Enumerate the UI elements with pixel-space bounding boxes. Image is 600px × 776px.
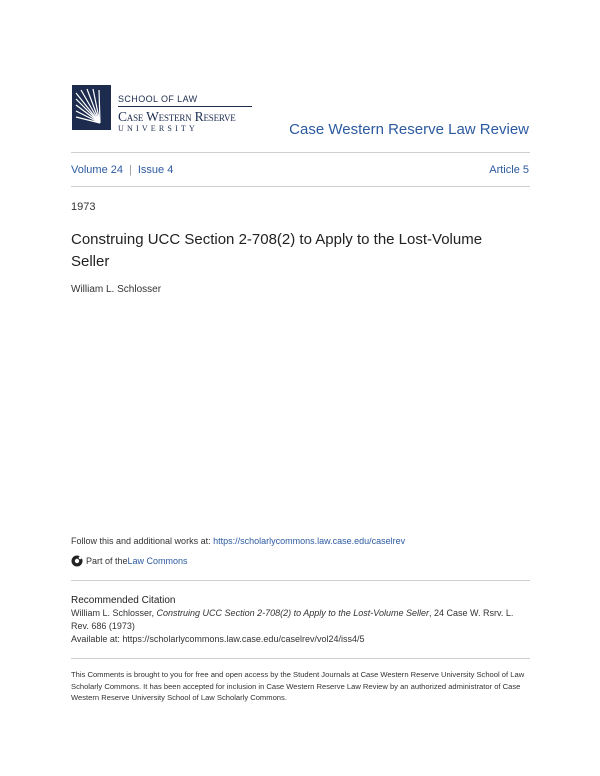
citation-heading: Recommended Citation: [71, 595, 176, 606]
part-of-line: [71, 555, 188, 567]
article-link[interactable]: Article 5: [489, 164, 529, 176]
breadcrumb-separator: |: [128, 164, 132, 176]
logo-divider: [118, 106, 252, 107]
logo-school-line: SCHOOL OF LAW: [118, 94, 198, 104]
logo-emblem: [72, 85, 111, 130]
logo-name-line: Case Western Reserve: [118, 109, 236, 124]
logo-university-line: UNIVERSITY: [118, 124, 198, 133]
law-commons-link[interactable]: Law Commons: [127, 556, 188, 566]
citation-title: Construing UCC Section 2-708(2) to Apply to the Lost-Volume Seller: [156, 608, 429, 618]
follow-line: [71, 536, 405, 546]
follow-url-link[interactable]: https://scholarlycommons.law.case.edu/caselrev: [213, 536, 406, 546]
volume-link[interactable]: Volume 24: [71, 164, 123, 176]
issue-link[interactable]: Issue 4: [137, 164, 174, 176]
citation-author: William L. Schlosser,: [71, 608, 157, 618]
citation-suffix: , 24 Case W. Rsrv. L. Rev. 686 (1973): [71, 608, 514, 631]
citation-available-prefix: Available at:: [71, 634, 123, 644]
network-icon: [71, 555, 83, 567]
paper-title: Construing UCC Section 2-708(2) to Apply to the Lost-Volume Seller: [71, 231, 483, 270]
breadcrumb: [71, 164, 173, 176]
divider-footer: [71, 658, 530, 659]
paper-author: William L. Schlosser: [71, 284, 162, 295]
footer-notice: This Comments is brought to you for free and open access by the Student Journals at Case Western Reserve University School of Law Scholarly Commons. It has been accepted for inclusion in Case Western Reserve Law Review by an authorized administrator of Case Western Reserve University School of Law Scholarly Commons.: [71, 670, 525, 702]
citation-body: [71, 607, 531, 646]
follow-prefix: Follow this and additional works at:: [71, 536, 214, 546]
citation-available-url[interactable]: https://scholarlycommons.law.case.edu/caselrev/vol24/iss4/5: [122, 634, 365, 644]
publication-year: 1973: [71, 201, 96, 213]
partof-prefix: Part of the: [86, 556, 128, 566]
sunburst-icon: [72, 85, 111, 130]
divider-nav: [71, 186, 530, 187]
divider-citation: [71, 580, 530, 581]
school-logo: [72, 85, 257, 135]
divider-top: [71, 152, 530, 153]
journal-title[interactable]: Case Western Reserve Law Review: [289, 121, 529, 138]
